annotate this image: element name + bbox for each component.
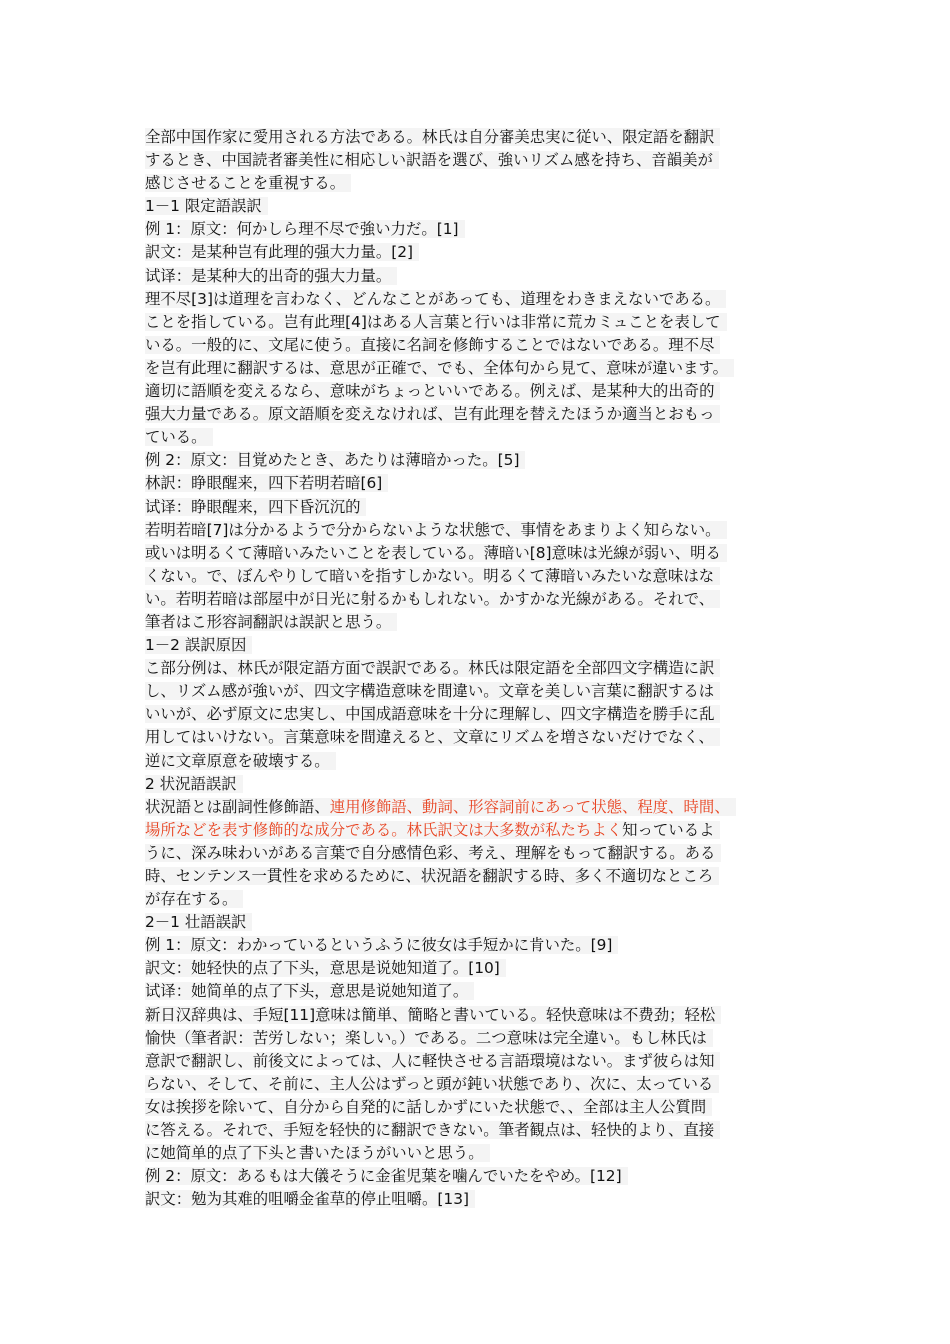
text-line <box>145 1096 815 1119</box>
line-highlight <box>145 220 465 238</box>
line-highlight <box>145 451 525 469</box>
text-line <box>145 334 815 357</box>
line-highlight <box>145 1098 712 1116</box>
line-highlight <box>145 313 727 331</box>
text-line <box>145 288 815 311</box>
line-text: 例 1：原文：何かしら理不尽で強い力だ。[1] <box>145 220 459 239</box>
text-line <box>145 726 815 749</box>
line-text: いいが、必ず原文に忠実し、中国成語意味を十分に理解し、四文字構造を勝手に乱 <box>145 705 715 724</box>
line-highlight <box>145 544 727 562</box>
document-body <box>145 126 815 1211</box>
text-line <box>145 311 815 334</box>
line-highlight <box>145 197 268 215</box>
text-line <box>145 888 815 911</box>
line-text: 全部中国作家に愛用される方法である。林氏は自分審美忠実に従い、限定語を翻訳 <box>145 128 715 146</box>
text-line <box>145 819 815 842</box>
line-text: 例 2：原文：目覚めたとき、あたりは薄暗かった。[5] <box>145 451 520 470</box>
line-text: 试译：是某种大的出奇的强大力量。 <box>145 266 392 285</box>
text-line <box>145 380 815 403</box>
text-line <box>145 426 815 449</box>
line-text: 例 1：原文：わかっているというふうに彼女は手短かに肯いた。[9] <box>145 936 613 955</box>
line-highlight <box>145 659 720 677</box>
line-text: 或いは明るくて薄暗いみたいことを表している。薄暗い[8]意味は光線が弱い、明る <box>145 543 721 562</box>
emphasized-text: 場所などを表す修飾的な成分である。林氏訳文は大多数が私たちよく <box>145 820 623 839</box>
text-line <box>145 750 815 773</box>
line-highlight <box>145 890 243 908</box>
text-line <box>145 519 815 542</box>
text-line <box>145 1119 815 1142</box>
line-highlight <box>145 752 336 770</box>
line-text: 林訳：睁眼醒来，四下若明若暗[6] <box>145 474 383 493</box>
line-text: 理不尽[3]は道理を言わなく、どんなことがあっても、道理をわきまえないである。 <box>145 289 721 308</box>
line-highlight <box>145 705 720 723</box>
text-line <box>145 195 815 218</box>
line-text: ている。 <box>145 428 207 447</box>
line-text: こ部分例は、林氏が限定語方面で誤訳である。林氏は限定語を全部四文字構造に訳 <box>145 659 715 678</box>
line-text: 筆者はこ形容詞翻訳は誤訳と思う。 <box>145 612 392 631</box>
line-text: に答える。それで、手短を轻快的に翻訳できない。筆者観点は、轻快的より、直接 <box>145 1121 715 1140</box>
line-text: 新日汉辞典は、手短[11]意味は簡単、簡略と書いている。轻快意味は不费劲；轻松 <box>145 1005 716 1024</box>
text-line <box>145 773 815 796</box>
line-highlight <box>145 1190 475 1208</box>
line-highlight <box>145 521 727 539</box>
text-line <box>145 472 815 495</box>
line-text: 1－1 限定語誤訳 <box>145 197 262 216</box>
line-text: うに、深み味わいがある言葉で自分感情色彩、考え、理解をもって翻訳する。ある <box>145 843 716 862</box>
text-line <box>145 126 815 149</box>
text-line <box>145 634 815 657</box>
text-line <box>145 1073 815 1096</box>
line-text: 2－1 壮語誤訳 <box>145 913 247 932</box>
text-line <box>145 796 815 819</box>
text-line <box>145 357 815 380</box>
line-highlight <box>145 982 474 1000</box>
text-line <box>145 241 815 264</box>
line-highlight <box>145 798 736 816</box>
line-highlight <box>145 382 720 400</box>
line-highlight <box>145 174 351 192</box>
line-highlight <box>145 913 252 931</box>
line-text: するとき、中国読者審美性に相応しい訳語を選び、強いリズム感を持ち、音韻美が <box>145 151 713 170</box>
line-highlight <box>145 128 720 146</box>
line-text: 例 2：原文：あるもは大儀そうに金雀児葉を噛んでいたをやめ。[12] <box>145 1167 622 1186</box>
line-highlight <box>145 359 734 377</box>
line-text: 状況語とは副詞性修飾語、 <box>145 797 330 816</box>
text-line <box>145 980 815 1003</box>
line-highlight <box>145 867 719 885</box>
line-text: い。若明若暗は部屋中が日光に射るかもしれない。かすかな光線がある。それで、 <box>145 589 715 608</box>
text-line <box>145 588 815 611</box>
line-text: 若明若暗[7]は分かるようで分からないような状態で、事情をあまりよく知らない。 <box>145 520 721 539</box>
text-line <box>145 1050 815 1073</box>
line-text: ことを指している。岂有此理[4]はある人言葉と行いは非常に荒カミュことを表して <box>145 312 721 331</box>
text-line <box>145 1004 815 1027</box>
line-text: し、リズム感が強いが、四文字構造意味を間違い。文章を美しい言葉に翻訳するは <box>145 682 715 701</box>
line-text: 用してはいけない。言葉意味を間違えると、文章にリズムを増さないだけでなく、 <box>145 728 714 747</box>
line-text: 訳文：勉为其难的咀嚼金雀草的停止咀嚼。[13] <box>145 1190 470 1209</box>
line-highlight <box>145 567 720 585</box>
line-highlight <box>145 959 506 977</box>
line-highlight <box>145 474 388 492</box>
text-line <box>145 542 815 565</box>
line-highlight <box>145 613 397 631</box>
line-highlight <box>145 267 397 285</box>
line-text: 逆に文章原意を破壊する。 <box>145 751 330 770</box>
line-text: に她简单的点了下头と書いたほうがいいと思う。 <box>145 1144 484 1163</box>
line-highlight <box>145 936 618 954</box>
text-line <box>145 449 815 472</box>
line-highlight <box>145 636 252 654</box>
text-line <box>145 496 815 519</box>
line-highlight <box>145 498 366 516</box>
text-line <box>145 172 815 195</box>
emphasized-text: 連用修飾語、動詞、形容詞前にあって状態、程度、時間、 <box>329 797 730 816</box>
line-highlight <box>145 428 213 446</box>
line-text: 女は挨拶を除いて、自分から自発的に話しかずにいた状態で、、全部は主人公質問 <box>145 1097 707 1116</box>
line-text: 愉快（筆者訳：苦労しない；楽しい。）である。二つ意味は完全違い。もし林氏は <box>145 1028 707 1047</box>
text-line <box>145 957 815 980</box>
line-highlight <box>145 1075 719 1093</box>
text-line <box>145 1188 815 1211</box>
line-text: 感じさせることを重視する。 <box>145 174 346 193</box>
line-highlight <box>145 336 720 354</box>
text-line <box>145 865 815 888</box>
line-text: 试译：她简单的点了下头，意思是说她知道了。 <box>145 982 469 1001</box>
text-line <box>145 565 815 588</box>
line-text: 訳文：她轻快的点了下头，意思是说她知道了。[10] <box>145 959 500 978</box>
line-text: を岂有此理に翻訳するは、意思が正確で、でも、全体句から見て、意味が違います。 <box>145 358 728 377</box>
line-highlight <box>145 290 726 308</box>
text-line <box>145 703 815 726</box>
line-highlight <box>145 821 720 839</box>
line-text: 意訳で翻訳し、前後文によっては、人に軽快させる言語環境はない。まず彼らは知 <box>145 1051 715 1070</box>
line-highlight <box>145 682 720 700</box>
line-highlight <box>145 1052 720 1070</box>
line-highlight <box>145 1167 628 1185</box>
line-highlight <box>145 775 243 793</box>
line-highlight <box>145 728 720 746</box>
text-line <box>145 911 815 934</box>
line-text: が存在する。 <box>145 890 238 909</box>
text-line <box>145 611 815 634</box>
line-text: 知っているよ <box>622 820 715 839</box>
line-text: 1－2 誤訳原因 <box>145 636 247 655</box>
line-text: 强大力量である。原文語順を変えなければ、岂有此理を替えたほうか適当とおもっ <box>145 405 715 424</box>
line-text: らない、そして、そ前に、主人公はずっと頭が鈍い状態であり、次に、太っている <box>145 1074 714 1093</box>
line-highlight <box>145 151 719 169</box>
line-text: いる。一般的に、文尾に使う。直接に名詞を修飾することではないである。理不尽 <box>145 335 715 354</box>
line-highlight <box>145 590 720 608</box>
text-line <box>145 680 815 703</box>
line-text: 時、センテンス一貫性を求めるために、状況語を翻訳する時、多く不適切なところ <box>145 867 714 885</box>
line-highlight <box>145 1006 721 1024</box>
text-line <box>145 1027 815 1050</box>
line-text: 適切に語順を変えるなら、意味がちょっといいである。例えば、是某种大的出奇的 <box>145 382 715 401</box>
text-line <box>145 149 815 172</box>
line-highlight <box>145 243 419 261</box>
text-line <box>145 657 815 680</box>
text-line <box>145 265 815 288</box>
text-line <box>145 403 815 426</box>
line-highlight <box>145 405 720 423</box>
line-text: くない。で、ぼんやりして暗いを指すしかない。明るくて薄暗いみたいな意味はな <box>145 566 715 585</box>
line-text: 试译：睁眼醒来，四下昏沉沉的 <box>145 497 361 516</box>
line-text: 訳文：是某种岂有此理的强大力量。[2] <box>145 243 414 262</box>
line-highlight <box>145 1029 713 1047</box>
text-line <box>145 1165 815 1188</box>
line-highlight <box>145 1121 720 1139</box>
text-line <box>145 218 815 241</box>
text-line <box>145 934 815 957</box>
text-line <box>145 842 815 865</box>
line-highlight <box>145 1144 490 1162</box>
line-text: 2 状況語誤訳 <box>145 774 237 793</box>
line-highlight <box>145 844 721 862</box>
text-line <box>145 1142 815 1165</box>
